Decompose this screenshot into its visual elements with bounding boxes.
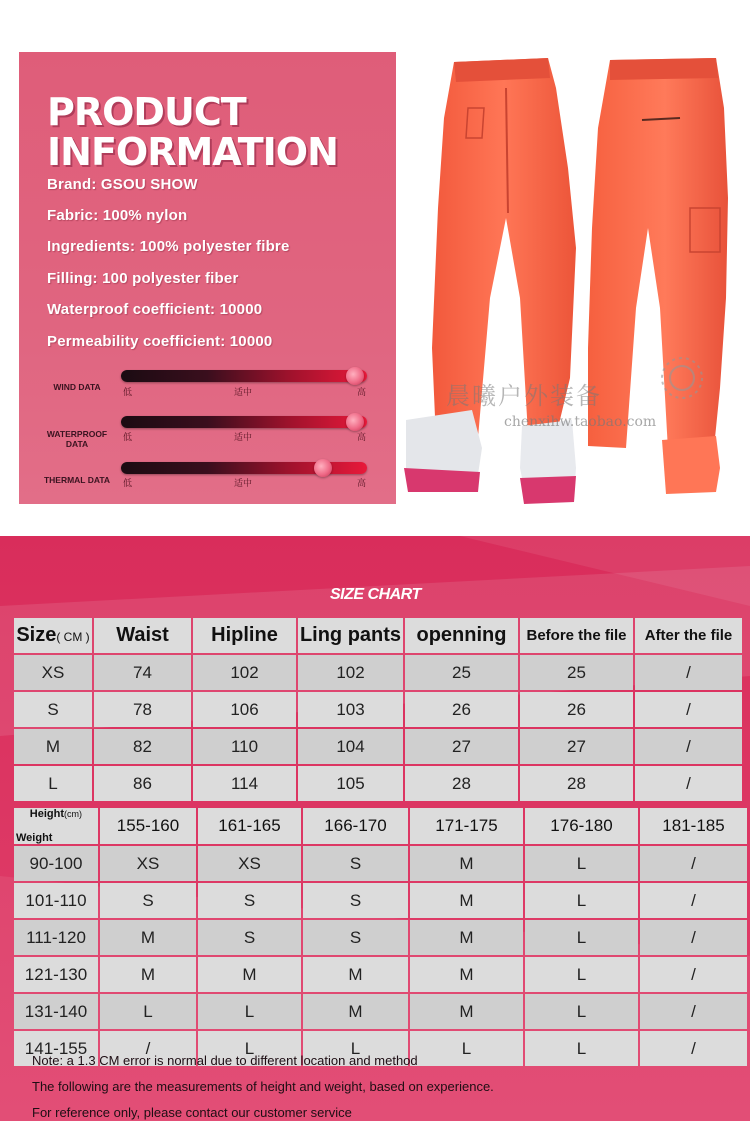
- cell-waist: 74: [94, 655, 191, 690]
- cell-size: M: [303, 957, 408, 992]
- header-height: 171-175: [410, 808, 523, 844]
- snow-pants-illustration: [398, 48, 750, 508]
- table-row: [14, 846, 747, 881]
- cell-openning: 26: [405, 692, 518, 727]
- cell-after: /: [635, 766, 742, 801]
- rating-mid: 适中: [234, 479, 253, 489]
- cell-size: XS: [100, 846, 196, 881]
- spec-fabric: Fabric: 100% nylon: [47, 207, 188, 224]
- cell-weight: 141-155: [14, 1031, 98, 1066]
- cell-before: 28: [520, 766, 633, 801]
- cell-size: /: [100, 1031, 196, 1066]
- cell-size: /: [640, 920, 747, 955]
- rating-high: 高: [357, 388, 367, 398]
- info-title-line1: PRODUCT: [47, 90, 246, 134]
- cell-hipline: 114: [193, 766, 296, 801]
- cell-ling: 105: [298, 766, 403, 801]
- cell-size: M: [303, 994, 408, 1029]
- table-row: [14, 920, 747, 955]
- corner-height-unit: (cm): [64, 809, 82, 819]
- rating-low: 低: [123, 433, 133, 443]
- note-reference: For reference only, please contact our customer service: [32, 1105, 352, 1120]
- cell-waist: 78: [94, 692, 191, 727]
- cell-after: /: [635, 655, 742, 690]
- height-weight-header: [14, 808, 747, 844]
- cell-size: M: [410, 883, 523, 918]
- cell-size: S: [303, 920, 408, 955]
- header-height: 181-185: [640, 808, 747, 844]
- header-hipline: Hipline: [193, 618, 296, 653]
- cell-size: M: [410, 957, 523, 992]
- rating-high: 高: [357, 479, 367, 489]
- cell-size: S: [198, 883, 301, 918]
- cell-after: /: [635, 729, 742, 764]
- cell-size: L: [198, 1031, 301, 1066]
- header-ling-pants: Ling pants: [298, 618, 403, 653]
- rating-bar-thermal: [121, 462, 367, 474]
- cell-size: /: [640, 883, 747, 918]
- cell-size: L: [525, 846, 638, 881]
- size-chart-section: [0, 536, 750, 1121]
- cell-weight: 101-110: [14, 883, 98, 918]
- cell-size: /: [640, 846, 747, 881]
- cell-ling: 104: [298, 729, 403, 764]
- height-weight-table: [12, 806, 749, 1068]
- cell-weight: 111-120: [14, 920, 98, 955]
- cell-size: L: [525, 883, 638, 918]
- cell-waist: 86: [94, 766, 191, 801]
- cell-after: /: [635, 692, 742, 727]
- corner-height-label: Height(cm): [29, 808, 82, 820]
- cell-size: L: [303, 1031, 408, 1066]
- note-error: Note: a 1.3 CM error is normal due to different location and method: [32, 1053, 418, 1068]
- header-height: 155-160: [100, 808, 196, 844]
- cell-size: M: [410, 994, 523, 1029]
- cell-size: M: [410, 846, 523, 881]
- rating-high: 高: [357, 433, 367, 443]
- header-waist: Waist: [94, 618, 191, 653]
- table-row: [14, 692, 742, 727]
- cell-size: L: [525, 1031, 638, 1066]
- cell-size: XS: [14, 655, 92, 690]
- cell-size: L: [100, 994, 196, 1029]
- cell-before: 26: [520, 692, 633, 727]
- rating-bar-waterproof: [121, 416, 367, 428]
- header-height: 166-170: [303, 808, 408, 844]
- rating-low: 低: [123, 479, 133, 489]
- rating-knob: [346, 413, 364, 431]
- spec-filling: Filling: 100 polyester fiber: [47, 270, 239, 287]
- size-chart-title: SIZE CHART: [330, 586, 421, 603]
- cell-size: M: [198, 957, 301, 992]
- cell-before: 25: [520, 655, 633, 690]
- header-height: 176-180: [525, 808, 638, 844]
- cell-size: /: [640, 1031, 747, 1066]
- table-row: [14, 994, 747, 1029]
- cell-size: L: [198, 994, 301, 1029]
- cell-openning: 25: [405, 655, 518, 690]
- spec-brand: Brand: GSOU SHOW: [47, 176, 198, 193]
- spec-waterproof: Waterproof coefficient: 10000: [47, 301, 263, 318]
- spec-permeability: Permeability coefficient: 10000: [47, 333, 273, 350]
- table-row: [14, 655, 742, 690]
- rating-label-waterproof: WATERPROOF DATA: [46, 429, 108, 449]
- spec-ingredients: Ingredients: 100% polyester fibre: [47, 238, 290, 255]
- cell-size: S: [14, 692, 92, 727]
- cell-openning: 27: [405, 729, 518, 764]
- cell-size: /: [640, 957, 747, 992]
- rating-knob: [346, 367, 364, 385]
- product-photo: [398, 48, 750, 508]
- cell-size: M: [410, 920, 523, 955]
- cell-hipline: 110: [193, 729, 296, 764]
- rating-mid: 适中: [234, 433, 253, 443]
- rating-knob: [314, 459, 332, 477]
- rating-label-thermal: THERMAL DATA: [43, 475, 111, 485]
- header-size: Size( CM ): [14, 618, 92, 653]
- header-height: 161-165: [198, 808, 301, 844]
- cell-hipline: 106: [193, 692, 296, 727]
- cell-size: XS: [198, 846, 301, 881]
- cell-size: S: [198, 920, 301, 955]
- cell-weight: 90-100: [14, 846, 98, 881]
- header-openning: openning: [405, 618, 518, 653]
- cell-size: L: [14, 766, 92, 801]
- header-corner: [14, 808, 98, 844]
- cell-size: S: [303, 883, 408, 918]
- table-row: [14, 883, 747, 918]
- cell-ling: 103: [298, 692, 403, 727]
- rating-label-wind: WIND DATA: [53, 382, 101, 392]
- cell-size: M: [100, 957, 196, 992]
- cell-size: S: [100, 883, 196, 918]
- table-row: [14, 729, 742, 764]
- corner-weight-label: Weight: [16, 832, 53, 844]
- table-row: [14, 766, 742, 801]
- header-before-file: Before the file: [520, 618, 633, 653]
- cell-size: L: [410, 1031, 523, 1066]
- product-info-panel: [19, 52, 396, 504]
- rating-low: 低: [123, 388, 133, 398]
- watermark-shop-name: 晨曦户外装备: [446, 382, 602, 410]
- cell-waist: 82: [94, 729, 191, 764]
- header-after-file: After the file: [635, 618, 742, 653]
- cell-weight: 121-130: [14, 957, 98, 992]
- cell-size: L: [525, 994, 638, 1029]
- cell-size: L: [525, 957, 638, 992]
- size-table: [12, 616, 744, 803]
- rating-bar-wind: [121, 370, 367, 382]
- rating-mid: 适中: [234, 388, 253, 398]
- cell-size: M: [100, 920, 196, 955]
- cell-ling: 102: [298, 655, 403, 690]
- cell-before: 27: [520, 729, 633, 764]
- cell-size: S: [303, 846, 408, 881]
- cell-hipline: 102: [193, 655, 296, 690]
- cell-size: /: [640, 994, 747, 1029]
- size-table-header: [14, 618, 742, 653]
- cell-size: M: [14, 729, 92, 764]
- note-measurements: The following are the measurements of height and weight, based on experience.: [32, 1079, 494, 1094]
- cell-openning: 28: [405, 766, 518, 801]
- info-title-line2: INFORMATION: [47, 130, 338, 174]
- cell-size: L: [525, 920, 638, 955]
- header-size-unit: ( CM ): [56, 630, 90, 644]
- watermark-shop-url: chenxihw.taobao.com: [504, 414, 657, 430]
- cell-weight: 131-140: [14, 994, 98, 1029]
- table-row: [14, 957, 747, 992]
